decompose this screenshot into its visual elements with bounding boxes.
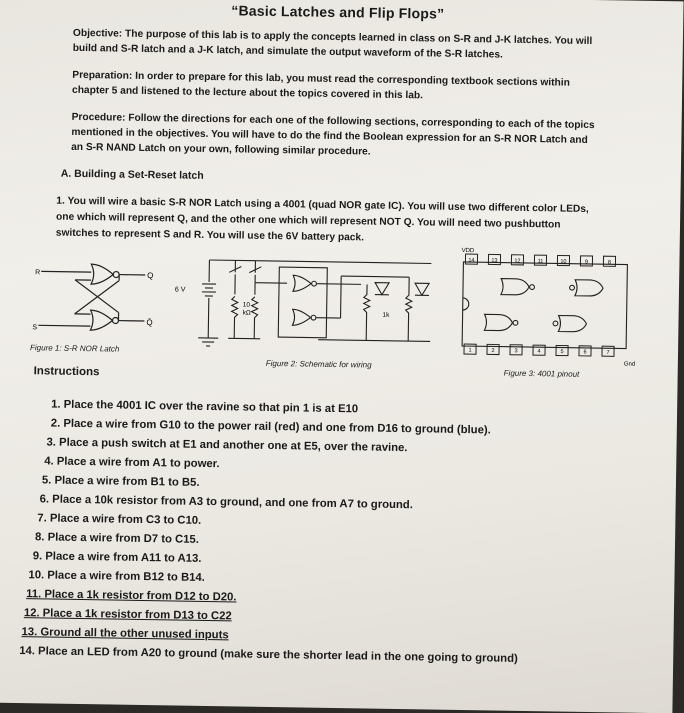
battery-label: 6 V xyxy=(175,286,186,293)
instruction-item: 6. Place a 10k resistor from A3 to ground, and one from A7 to ground. xyxy=(39,490,538,517)
ic-pin-number: 1 xyxy=(468,348,471,354)
sr-nor-latch-diagram xyxy=(34,249,165,343)
ic-pin-number: 9 xyxy=(585,259,588,265)
procedure-paragraph xyxy=(71,110,600,163)
ic-pin-number: 6 xyxy=(583,349,586,355)
ic-pin-number: 13 xyxy=(491,258,497,264)
instruction-item: 14. Place an LED from A20 to ground (make sure the shorter lead in the one going to ground) xyxy=(19,642,518,669)
ic-pin-number: 5 xyxy=(560,349,563,355)
instruction-list xyxy=(21,395,524,669)
ic-4001-pinout-diagram xyxy=(454,246,646,367)
resistor-10k-value: 10 xyxy=(243,302,251,309)
figures-row xyxy=(34,249,646,371)
instruction-item: 8. Place a wire from D7 to C15. xyxy=(35,528,534,555)
ic-pin-number: 7 xyxy=(606,350,609,356)
instruction-item: 9. Place a wire from A11 to A13. xyxy=(33,547,532,574)
ic-pin-number: 3 xyxy=(514,348,517,354)
objective-text: The purpose of this lab is to apply the concepts learned in class on S-R and J-K latches. You will build and S-R latch and a J-K latch, and simulate the output waveform of the S-R latches. xyxy=(73,29,593,61)
ic-pin-number: 11 xyxy=(538,259,544,265)
instruction-item: 4. Place a wire from A1 to power. xyxy=(44,452,543,479)
ic-pin-number: 2 xyxy=(491,348,494,354)
instruction-item: 11. Place a 1k resistor from D12 to D20. xyxy=(26,585,525,612)
instruction-item: 13. Ground all the other unused inputs xyxy=(21,623,520,650)
instructions-heading: Instructions xyxy=(34,365,100,378)
resistor-1k-label: 1k xyxy=(383,312,391,319)
section-a-heading: A. Building a Set-Reset latch xyxy=(61,168,204,182)
resistor-10k-unit: kΩ xyxy=(243,310,251,317)
procedure-text: Follow the directions for each one of the following sections, corresponding to each of the topics mentioned in the objectives. You will have to do the find the Boolean expression for an S-R NOR Latch and an S-R NAND Latch on your own, following similar procedure. xyxy=(71,113,595,158)
ic-pin-number: 12 xyxy=(514,258,520,264)
instruction-item: 2. Place a wire from G10 to the power rail (red) and one from D16 to ground (blue). xyxy=(51,415,550,442)
ic-pin-number: 14 xyxy=(468,258,474,264)
objective-label: Objective: xyxy=(73,28,122,40)
objective-paragraph xyxy=(73,26,601,64)
procedure-label: Procedure: xyxy=(72,112,126,124)
lab-title: “Basic Latches and Flip Flops” xyxy=(231,2,444,21)
step-1-text: 1. You will wire a basic S-R NOR Latch using a 4001 (quad NOR gate IC). You will use two different color LEDs, one which will represent Q, and the other one which will represent NOT Q. You will need two pushbutton switches to represent S and R. You will use the 6V battery pack. xyxy=(56,194,605,251)
instruction-item: 3. Place a push switch at E1 and another one at E5, over the ravine. xyxy=(46,433,545,460)
instruction-item: 5. Place a wire from B1 to B5. xyxy=(42,471,541,498)
instruction-item: 1. Place the 4001 IC over the ravine so that pin 1 is at E10 xyxy=(51,396,550,423)
ic-pin-number: 8 xyxy=(608,260,611,266)
figure-3-caption: Figure 3: 4001 pinout xyxy=(504,369,580,379)
wiring-schematic-diagram xyxy=(168,251,450,355)
figure-1-caption: Figure 1: S-R NOR Latch xyxy=(30,343,120,353)
fig1-s-label: S xyxy=(32,324,37,331)
gnd-label: Gnd xyxy=(624,362,635,368)
fig1-qbar-label: Q̄ xyxy=(146,318,152,327)
ic-pin-number: 10 xyxy=(560,259,566,265)
fig1-r-label: R xyxy=(35,269,40,276)
figure-2-caption: Figure 2: Schematic for wiring xyxy=(266,359,372,370)
instruction-item: 7. Place a wire from C3 to C10. xyxy=(37,509,536,536)
instruction-item: 10. Place a wire from B12 to B14. xyxy=(28,566,527,593)
vdd-label: VDD xyxy=(462,248,475,254)
preparation-label: Preparation: xyxy=(72,70,132,82)
fig1-q-label: Q xyxy=(147,271,153,280)
instruction-item: 12. Place a 1k resistor from D13 to C22 xyxy=(24,604,523,631)
preparation-paragraph xyxy=(72,68,600,106)
ic-pin-number: 4 xyxy=(537,349,540,355)
preparation-text: In order to prepare for this lab, you must read the corresponding textbook sections within chapter 5 and listened to the lecture about the topics covered in this lab. xyxy=(72,71,570,102)
